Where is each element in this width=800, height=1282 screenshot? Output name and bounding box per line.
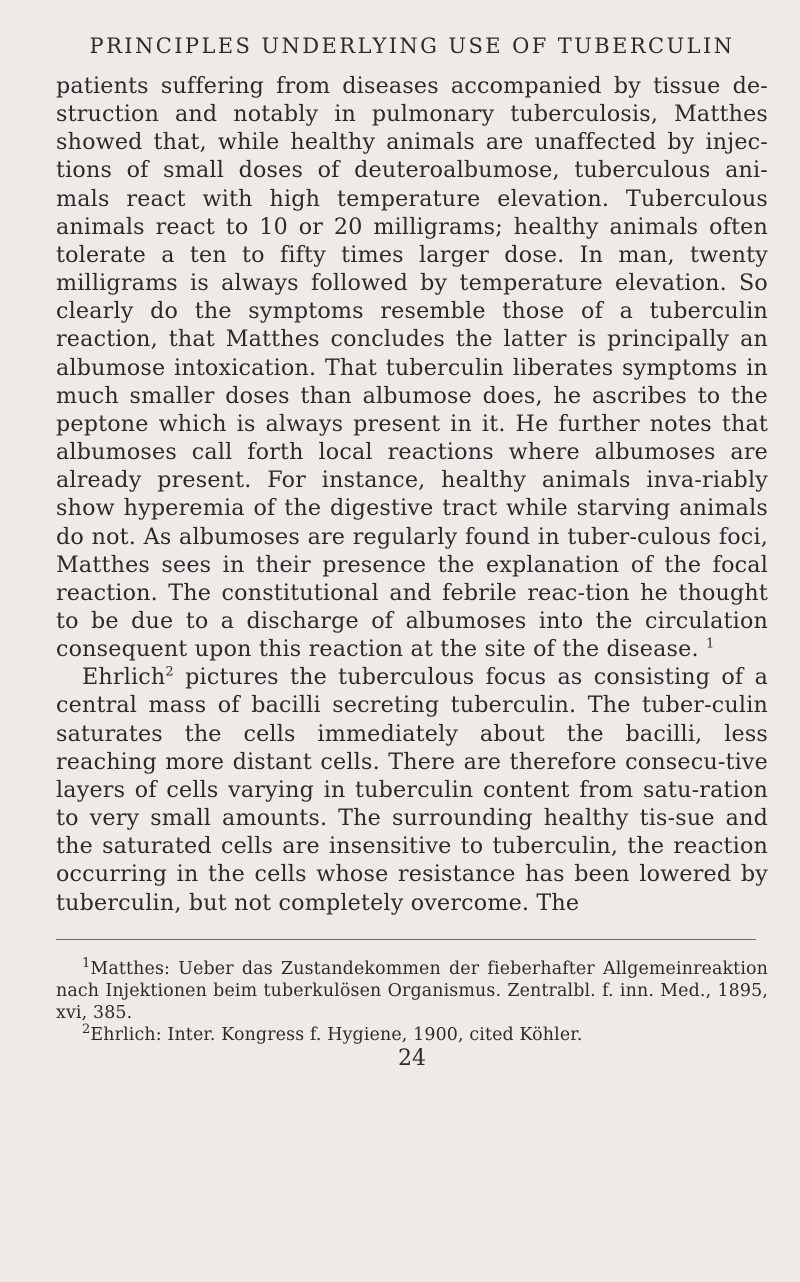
- footnote-divider: [56, 939, 756, 940]
- paragraph-2: [56, 663, 768, 916]
- footnote-2: [56, 1021, 768, 1046]
- paragraph-2-text: pictures the tuberculous focus as consisting of a central mass of bacilli secreting tuberculin. The tuber-culin saturates the cells immediately about the bacilli, less reaching more distant cells. There are therefore consecu-tive layers of cells varying in tuberculin content from satu-ration to very small amounts. The surrounding healthy tis-sue and the saturated cells are insensitive to tuberculin, the reaction occurring in the cells whose resistance has been lowered by tuberculin, but not completely overcome. The: [56, 664, 768, 916]
- paragraph-2-author: Ehrlich: [82, 664, 166, 691]
- paragraph-1: [56, 72, 768, 663]
- footnote-2-text: Ehrlich: Inter. Kongress f. Hygiene, 1900, cited Köhler.: [90, 1024, 583, 1045]
- footnote-1-text: Matthes: Ueber das Zustandekommen der fieberhafter Allgemeinreaktion nach Injektionen beim tuberkulösen Organismus. Zentralbl. f. inn. Med., 1895, xvi, 385.: [56, 958, 768, 1023]
- footnote-ref-1: 1: [705, 636, 715, 652]
- footnote-ref-2: 2: [165, 664, 174, 680]
- footnote-marker-1: 1: [82, 955, 91, 971]
- paragraph-1-text: patients suffering from diseases accompanied by tissue de-struction and notably in pulmonary tuberculosis, Matthes showed that, while healthy animals are unaffected by injec-tions of small doses of deuteroalbumose, tuberculous ani-mals react with high temperature elevation. Tuberculous animals react to 10 or 20 milligrams; healthy animals often tolerate a ten to fifty times larger dose. In man, twenty milligrams is always followed by temperature elevation. So clearly do the symptoms resemble those of a tuberculin reaction, that Matthes concludes the latter is principally an albumose intoxication. That tuberculin liberates symptoms in much smaller doses than albumose does, he ascribes to the peptone which is always present in it. He further notes that albumoses call forth local reactions where albumoses are already present. For instance, healthy animals inva-riably show hyperemia of the digestive tract while starving animals do not. As albumoses are regularly found in tuber-culous foci, Matthes sees in their presence the explanation of the focal reaction. The constitutional and febrile reac-tion he thought to be due to a discharge of albumoses into the circulation consequent upon this reaction at the site of the disease.: [56, 73, 768, 663]
- book-page: [56, 34, 768, 1071]
- running-head: PRINCIPLES UNDERLYING USE OF TUBERCULIN: [89, 34, 735, 58]
- footnote-marker-2: 2: [82, 1021, 91, 1037]
- footnote-1: [56, 955, 768, 1024]
- footnotes: [56, 955, 768, 1046]
- page-number: 24: [398, 1045, 426, 1071]
